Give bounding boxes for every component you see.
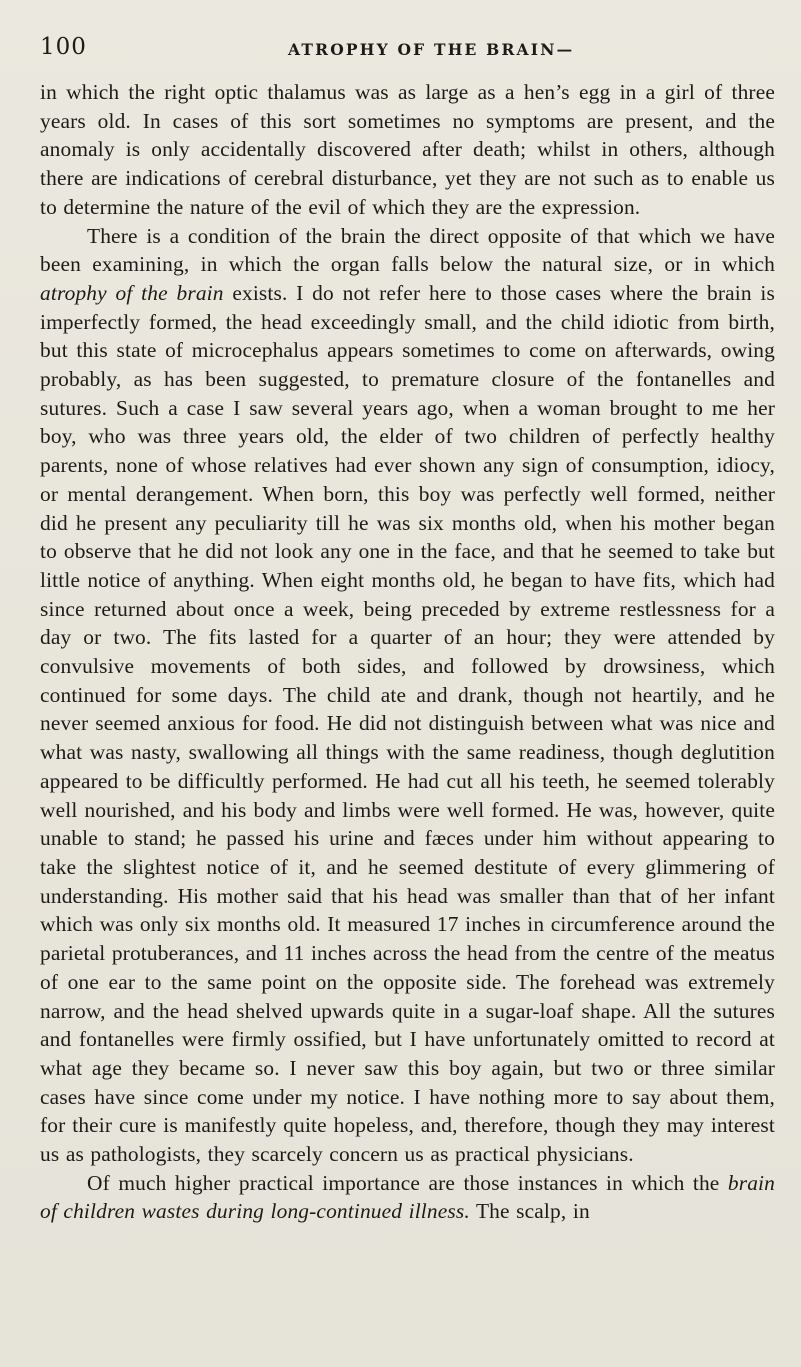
running-title: ATROPHY OF THE BRAIN— <box>288 40 575 59</box>
paragraph-2-italic-term: atrophy of the brain <box>40 280 224 305</box>
body-text <box>40 78 775 1226</box>
paragraph-3-italic-term: brain of children wastes during long-continued illness. <box>40 1170 775 1224</box>
paragraph-1-text: in which the right optic thalamus was as large as a hen’s egg in a girl of three years old. In cases of this sort sometimes no symptoms are present, and the anomaly is only accidentally discovered after death; whilst in others, although there are indications of cerebral disturbance, yet they are not such as to enable us to determine the nature of the evil of which they are the expression. <box>40 80 775 219</box>
paragraph-3-text-b: The scalp, in <box>469 1199 590 1224</box>
paragraph-3-text-a: Of much higher practical importance are those instances in which the <box>87 1170 728 1195</box>
paragraph-3 <box>40 1169 775 1226</box>
paragraph-2-text-b: exists. I do not refer here to those cases where the brain is imperfectly formed, the head exceedingly small, and the child idiotic from birth, but this state of microcephalus appears sometimes to come on afterwards, owing probably, as has been suggested, to premature closure of the fontanelles and sutures. Such a case I saw several years ago, when a woman brought to me her boy, who was three years old, the elder of two children of perfectly healthy parents, none of whose relatives had ever shown any sign of consumption, idiocy, or mental derangement. When born, this boy was perfectly well formed, neither did he present any peculiarity till he was six months old, when his mother began to observe that he did not look any one in the face, and that he seemed to take but little notice of anything. When eight months old, he began to have fits, which had since returned about once a week, being preceded by extreme restlessness for a day or two. The fits lasted for a quarter of an hour; they were attended by convulsive movements of both sides, and followed by drowsiness, which continued for some days. The child ate and drank, though not heartily, and he never seemed anxious for food. He did not distinguish between what was nice and what was nasty, swallowing all things with the same readiness, though deglutition appeared to be difficultly performed. He had cut all his teeth, he seemed tolerably well nourished, and his body and limbs were well formed. He was, however, quite unable to stand; he passed his urine and fæces under him without appearing to take the slightest notice of it, and he seemed destitute of every glimmering of understanding. His mother said that his head was smaller than that of her infant which was only six months old. It measured 17 inches in circumference around the parietal protuberances, and 11 inches across the head from the centre of the meatus of one ear to the same point on the opposite side. The forehead was extremely narrow, and the head shelved upwards quite in a sugar-loaf shape. All the sutures and fontanelles were firmly ossified, but I have unfortunately omitted to record at what age they became so. I never saw this boy again, but two or three similar cases have since come under my notice. I have nothing more to say about them, for their cure is manifestly quite hopeless, and, therefore, though they may interest us as pathologists, they scarcely concern us as practical physicians. <box>40 280 776 1167</box>
paragraph-2-text-a: There is a condition of the brain the direct opposite of that which we have been examining, in which the organ falls below the natural size, or in which <box>40 223 775 277</box>
paragraph-2 <box>40 222 775 1169</box>
running-head <box>40 20 775 66</box>
paragraph-1 <box>40 78 775 222</box>
page-number: 100 <box>40 34 87 60</box>
